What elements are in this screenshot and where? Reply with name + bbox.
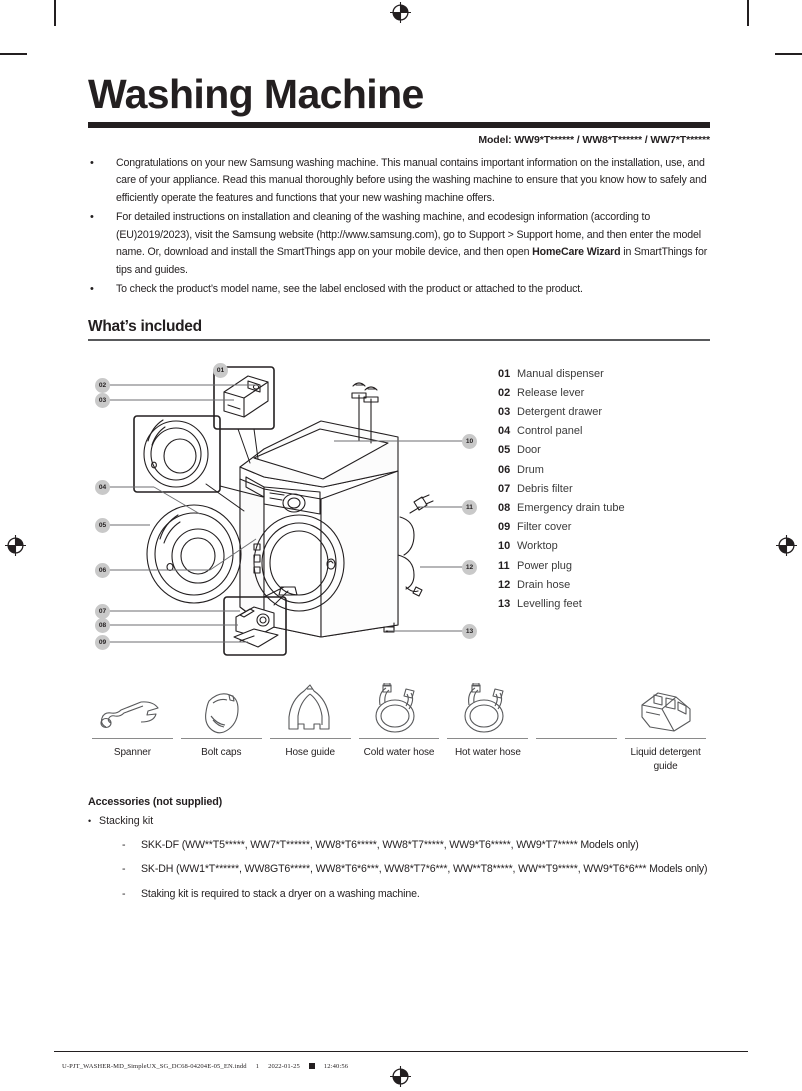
part-label: Levelling feet [517, 597, 582, 610]
accessory-divider [181, 738, 262, 739]
callout-number: 02 [98, 381, 107, 389]
accessories-dash-item [88, 886, 710, 904]
dash-marker: - [122, 863, 126, 875]
part-number: 05 [498, 444, 511, 457]
accessory-label: Cold water hose [363, 746, 435, 758]
accessories-dash-item [88, 861, 710, 879]
part-number: 12 [498, 578, 511, 591]
cold-water-hose-icon [359, 673, 440, 735]
part-legend-item [498, 537, 710, 556]
title-divider [88, 122, 710, 128]
callout-number: 12 [465, 563, 474, 571]
accessories-dash-text: Staking kit is required to stack a dryer on a washing machine. [141, 887, 420, 900]
print-footer [62, 1062, 348, 1070]
accessories-not-supplied-section [88, 796, 710, 904]
part-label: Emergency drain tube [517, 501, 625, 514]
callout-number: 08 [98, 621, 107, 629]
accessory-divider [625, 738, 706, 739]
content-column [88, 72, 710, 903]
dash-marker: - [122, 887, 126, 900]
accessory-label: Bolt caps [201, 746, 242, 758]
callout-number: 13 [465, 627, 474, 635]
page-title: Washing Machine [88, 71, 424, 117]
diagram-callout-07 [95, 604, 110, 619]
intro-bullet-text [116, 281, 710, 299]
spanner-icon [92, 673, 173, 735]
intro-text-bold: HomeCare Wizard [532, 246, 621, 259]
part-label: Manual dispenser [517, 367, 604, 380]
footer-filename: U-PJT_WASHER-MD_SimpleUX_SG_DC68-04204E-05_EN.indd [62, 1063, 247, 1070]
accessories-bullet-label: Stacking kit [99, 814, 154, 827]
part-number: 03 [498, 405, 511, 418]
accessory-cell-bolt-caps [177, 673, 266, 774]
registration-target-top [390, 2, 411, 23]
diagram-callout-09 [95, 635, 110, 650]
part-legend-item [498, 557, 710, 576]
accessory-cell-unlabelled [532, 673, 621, 774]
intro-bullet-text [116, 209, 710, 279]
bullet-marker: • [88, 815, 92, 826]
footer-divider [54, 1051, 748, 1052]
accessory-label: Hose guide [285, 746, 335, 758]
part-number: 06 [498, 463, 511, 476]
part-number: 09 [498, 521, 511, 534]
part-label: Power plug [517, 559, 573, 572]
part-number: 08 [498, 501, 511, 514]
intro-bullet [88, 155, 710, 208]
callout-number: 05 [98, 521, 107, 529]
diagram-callout-04 [95, 480, 110, 495]
part-number: 07 [498, 482, 511, 495]
intro-bullet [88, 281, 710, 299]
accessory-divider [92, 738, 173, 739]
diagram-callout-13 [462, 624, 477, 639]
bullet-marker: • [90, 211, 94, 224]
footer-page-number: 1 [255, 1063, 260, 1070]
part-number: 02 [498, 386, 511, 399]
part-legend-item [498, 422, 710, 441]
bullet-marker: • [90, 283, 94, 296]
registration-target-left [5, 535, 26, 556]
diagram-callout-11 [462, 500, 477, 515]
diagram-callout-10 [462, 434, 477, 449]
intro-bullet [88, 209, 710, 279]
diagram-callout-01 [213, 363, 228, 378]
part-label: Filter cover [517, 521, 572, 534]
diagram-callout-12 [462, 560, 477, 575]
callout-number: 07 [98, 607, 107, 615]
diagram-callout-06 [95, 563, 110, 578]
part-legend-item [498, 384, 710, 403]
part-legend-item [498, 441, 710, 460]
accessory-divider [359, 738, 440, 739]
diagram-callout-05 [95, 518, 110, 533]
accessories-dash-text: SK-DH (WW1*T******, WW8GT6*****, WW8*T6*6***, WW8*T7*6***, WW**T8*****, WW**T9*****, WW9*T6*6*** Models only) [141, 863, 708, 875]
bolt-caps-icon [181, 673, 262, 735]
part-number: 10 [498, 540, 511, 553]
part-legend-item [498, 461, 710, 480]
part-label: Release lever [517, 386, 585, 399]
callout-number: 01 [216, 366, 225, 374]
accessory-label: Liquid detergent guide [630, 746, 701, 772]
accessory-label: Hot water hose [454, 746, 521, 758]
callout-number: 06 [98, 566, 107, 574]
part-legend-item [498, 365, 710, 384]
callout-number: 09 [98, 638, 107, 646]
callout-number: 11 [466, 503, 473, 511]
diagram-callout-08 [95, 618, 110, 633]
intro-text-part: To check the product’s model name, see the label enclosed with the product or attached to the product. [116, 283, 583, 296]
accessory-cell-spanner [88, 673, 177, 774]
model-line: Model: WW9*T****** / WW8*T****** / WW7*T****** [478, 133, 710, 146]
part-legend-item [498, 403, 710, 422]
part-legend-item [498, 518, 710, 537]
accessories-dash-text: SKK-DF (WW**T5*****, WW7*T******, WW8*T6*****, WW8*T7*****, WW9*T6*****, WW9*T7***** Models only) [141, 838, 639, 851]
accessory-label: Spanner [113, 746, 151, 758]
part-legend-item [498, 480, 710, 499]
intro-bullet-text [116, 155, 710, 208]
part-number: 04 [498, 425, 511, 438]
crop-mark-top-left-vertical [54, 0, 56, 26]
accessory-divider [270, 738, 351, 739]
callout-number: 04 [98, 483, 107, 491]
part-label: Detergent drawer [517, 405, 602, 418]
footer-date: 2022-01-25 [268, 1063, 300, 1070]
part-label: Worktop [517, 540, 558, 553]
bullet-marker: • [90, 156, 94, 169]
accessory-divider [536, 738, 617, 739]
accessory-cell-hose-guide [266, 673, 355, 774]
part-label: Control panel [517, 425, 583, 438]
accessories-bullet [88, 813, 710, 830]
registration-target-right [776, 535, 797, 556]
intro-bullet-list [88, 155, 710, 299]
washing-machine-diagram [88, 359, 488, 659]
crop-mark-top-left-horizontal [0, 53, 27, 55]
callout-number: 10 [465, 437, 474, 445]
section-divider [88, 339, 710, 341]
hose-guide-icon [270, 673, 351, 735]
accessories-dash-item [88, 837, 710, 855]
footer-time: 12:40:56 [323, 1063, 349, 1070]
intro-text-part: Congratulations on your new Samsung washing machine. This manual contains important information on the installation, use, and care of your appliance. Read this manual thoroughly before using the washing machine to ensure that you know how to safely and efficiently operate the features and functions that your new washing machine offers. [116, 156, 707, 204]
accessory-cell-liquid-detergent-guide [621, 673, 710, 774]
part-legend-item [498, 499, 710, 518]
parts-legend-list [488, 359, 710, 659]
part-label: Drain hose [517, 578, 571, 591]
liquid-detergent-guide-icon [625, 673, 706, 735]
part-label: Debris filter [517, 482, 573, 495]
part-number: 11 [498, 559, 510, 572]
intro-text-part: For detailed instructions on installation and cleaning of the washing machine, and ecodesign information (according to (EU)2019/2023), visit the Samsung website (http://www.samsung.com), go to Support > Support home, and then enter the model name. Or, download and install the SmartThings app on your mobile device, and then open [116, 211, 701, 259]
dash-marker: - [122, 838, 126, 851]
part-number: 01 [498, 367, 511, 380]
diagram-callout-02 [95, 378, 110, 393]
accessory-cell-cold-water-hose [355, 673, 444, 774]
part-label: Door [517, 444, 541, 457]
crop-mark-top-right-horizontal [775, 53, 802, 55]
part-label: Drum [517, 463, 544, 476]
included-accessories-strip [88, 673, 710, 774]
whats-included-body [88, 359, 710, 659]
part-number: 13 [498, 597, 511, 610]
intro-text-part: in SmartThings for tips and guides. [116, 246, 708, 276]
crop-mark-top-right-vertical [747, 0, 749, 26]
accessory-cell-hot-water-hose [443, 673, 532, 774]
registration-target-bottom [390, 1066, 411, 1087]
part-legend-item [498, 576, 710, 595]
accessory-divider [447, 738, 528, 739]
part-legend-item [498, 595, 710, 614]
hot-water-hose-icon [447, 673, 528, 735]
accessories-not-supplied-title: Accessories (not supplied) [88, 795, 223, 808]
callout-number: 03 [98, 396, 107, 404]
section-title-whats-included: What’s included [88, 317, 202, 335]
unlabelled-part-icon [536, 673, 617, 735]
footer-glyph-icon [309, 1063, 315, 1069]
diagram-callout-03 [95, 393, 110, 408]
